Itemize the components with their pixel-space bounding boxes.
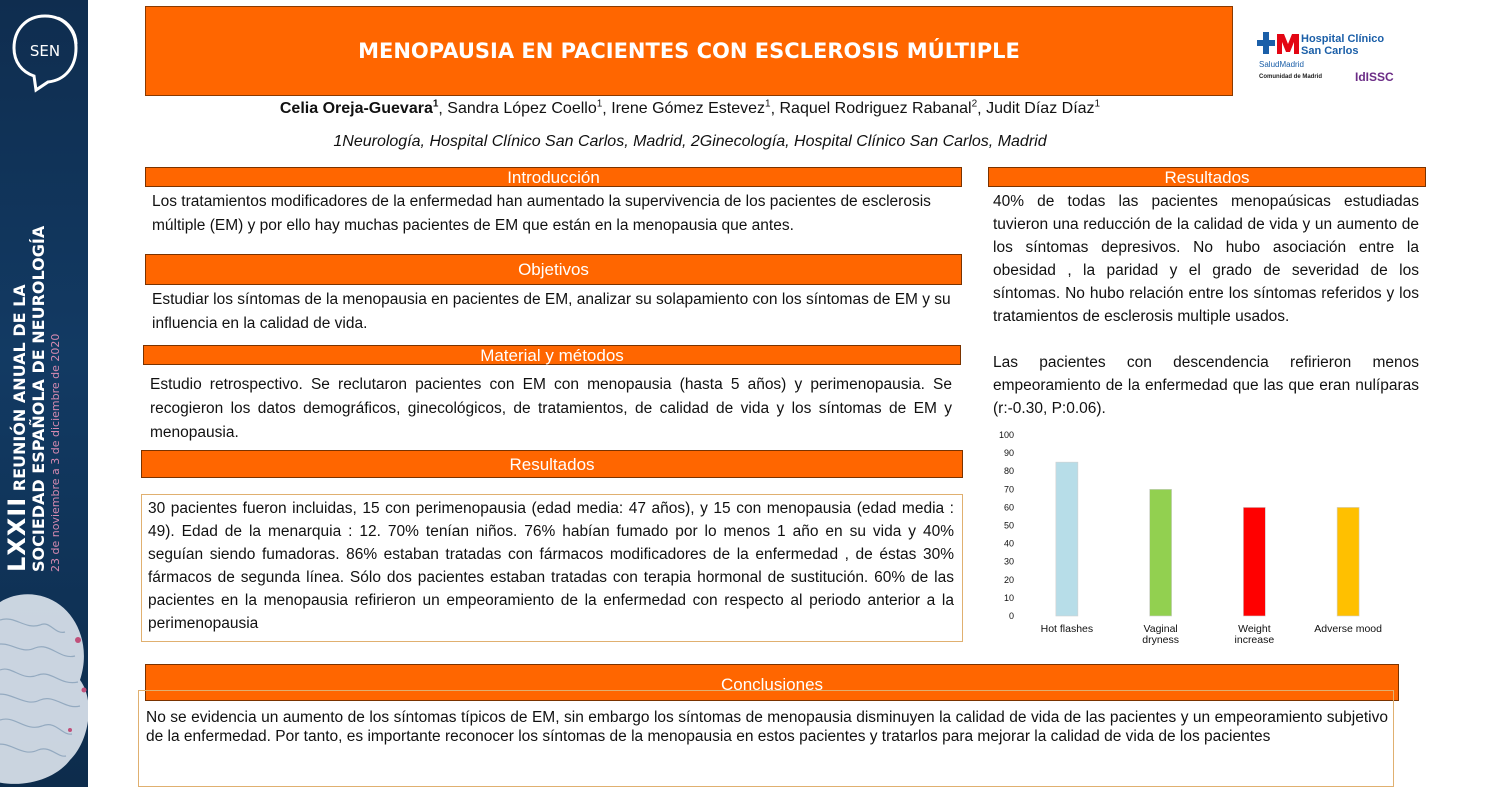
y-tick-label: 20	[1003, 574, 1014, 585]
y-tick-label: 80	[1003, 466, 1014, 477]
author-1: Celia Oreja-Guevara$^1$	[279, 99, 439, 118]
affiliations: 1Neurología, Hospital Clínico San Carlos, Madrid, 2Ginecología, Hospital Clínico San Carlos, Madrid	[333, 133, 1047, 150]
section-header-resultados-left: Resultados	[141, 450, 963, 478]
sidebar	[0, 0, 88, 787]
y-tick-label: 10	[1003, 592, 1014, 603]
authors-line: Celia Oreja-Guevara$^1$, Sandra López Coello$^1$, Irene Gómez Estevez$^1$, Raquel Rodriguez Rabanal$^2$, Judit Díaz Díaz$^1$	[279, 99, 1101, 118]
section-header-objetivos: Objetivos	[145, 254, 962, 285]
section-header-introduccion: Introducción	[145, 167, 962, 187]
material-text: Estudio retrospectivo. Se reclutaron pacientes con EM con menopausia (hasta 5 años) y perimenopausia. Se recogieron los datos demográficos, ginecológicos, de tratamientos, de calidad de vida y los síntomas de EM y menopausia.	[150, 376, 952, 441]
resultados-right-text1: 40% de todas las pacientes menopaúsicas estudiadas tuvieron una reducción de la calidad de vida y un aumento de los síntomas depresivos. No hubo asociación entre la obesidad , la paridad y el grado de severidad de los síntomas. No hubo relación entre los síntomas referidos y los tratamientos de esclerosis multiple usados.	[993, 193, 1419, 325]
hospital-logo-icon	[1257, 32, 1299, 58]
event-line2: SOCIEDAD ESPAÑOLA DE NEUROLOGÍA	[29, 225, 48, 572]
event-dates: 23 de noviembre a 3 de diciembre de 2020	[49, 333, 62, 572]
author-4: Raquel Rodriguez Rabanal$^2$	[779, 99, 978, 118]
brain-illustration	[0, 590, 88, 787]
author-2: Sandra López Coello$^1$	[447, 99, 603, 118]
resultados-left-text: 30 pacientes fueron incluidas, 15 con perimenopausia (edad media: 47 años), y 15 con menopausia (edad media : 49). Edad de la menarquia : 12. 70% tenían niños. 76% habían fumado por lo menos 1 año en su vida y 40% seguían siendo fumadoras. 86% estaban tratadas con fármacos modificadores de la enfermedad , de éstas 30% fármacos de segunda línea. Sólo dos pacientes estaban tratadas con terapia hormonal de sustitución. 60% de las pacientes en la menopausia refirieron un empeoramiento de la enfermedad con respecto al periodo anterior a la perimenopausia	[148, 500, 954, 632]
poster-title: MENOPAUSIA EN PACIENTES CON ESCLEROSIS MÚLTIPLE	[358, 39, 1020, 63]
x-tick-label: Hot flashes	[1040, 623, 1094, 635]
introduccion-text: Los tratamientos modificadores de la enfermedad han aumentado la supervivencia de los pacientes de esclerosis múltiple (EM) y por ello hay muchas pacientes de EM que están en la menopausia que antes.	[152, 193, 931, 234]
y-tick-label: 40	[1003, 538, 1014, 549]
bar-4	[1337, 507, 1359, 616]
bar-3	[1243, 507, 1265, 616]
section-header-resultados-right: Resultados	[988, 167, 1426, 187]
section-header-conclusiones: Conclusiones	[145, 664, 1399, 701]
bar-2	[1150, 489, 1172, 616]
event-line1: REUNIÓN ANUAL DE LA	[10, 284, 29, 492]
institution-logos	[1255, 30, 1415, 100]
y-tick-label: 30	[1003, 556, 1014, 567]
symptoms-bar-chart	[990, 426, 1400, 654]
event-number: LXXII	[3, 496, 31, 572]
y-tick-label: 70	[1003, 484, 1014, 495]
bar-1	[1056, 462, 1078, 616]
resultados-right-text2: Las pacientes con descendencia refirieron menos empeoramiento de la enfermedad que las que eran nulíparas (r:-0.30, P:0.06).	[993, 354, 1419, 417]
salud-madrid-text: SaludMadrid	[1259, 60, 1304, 69]
y-tick-label: 60	[1003, 502, 1014, 513]
conclusiones-text: No se evidencia un aumento de los síntomas típicos de EM, sin embargo los síntomas de menopausia disminuyen la calidad de vida de las pacientes y un empeoramiento subjetivo de la enfermedad. Por tanto, es importante reconocer los síntomas de la menopausia en estos pacientes y tratarlos para mejorar la calidad de vida de los pacientes	[146, 709, 1388, 745]
author-3: Irene Gómez Estevez$^1$	[611, 99, 771, 118]
y-tick-label: 0	[1008, 611, 1014, 621]
y-tick-label: 90	[1003, 448, 1014, 459]
objetivos-text: Estudiar los síntomas de la menopausia en pacientes de EM, analizar su solapamiento con los síntomas de EM y su influencia en la calidad de vida.	[152, 291, 951, 332]
x-tick-label: Weight increase	[1234, 623, 1275, 646]
x-tick-label: Vaginal dryness	[1142, 623, 1180, 646]
comunidad-madrid-text: Comunidad de Madrid	[1259, 74, 1322, 80]
hospital-name: Hospital Clínico San Carlos	[1301, 33, 1385, 57]
event-vertical-text	[3, 225, 64, 572]
y-tick-label: 50	[1003, 520, 1014, 531]
x-tick-label: Adverse mood	[1314, 623, 1382, 635]
y-tick-label: 100	[998, 430, 1014, 440]
section-header-material: Material y métodos	[143, 345, 961, 365]
author-5: Judit Díaz Díaz$^1$	[986, 99, 1101, 118]
sen-logo-text: SEN	[29, 42, 61, 60]
sen-logo	[10, 10, 80, 98]
poster-title-box	[145, 6, 1233, 96]
idissc-logo-text: IdISSC	[1355, 70, 1394, 84]
